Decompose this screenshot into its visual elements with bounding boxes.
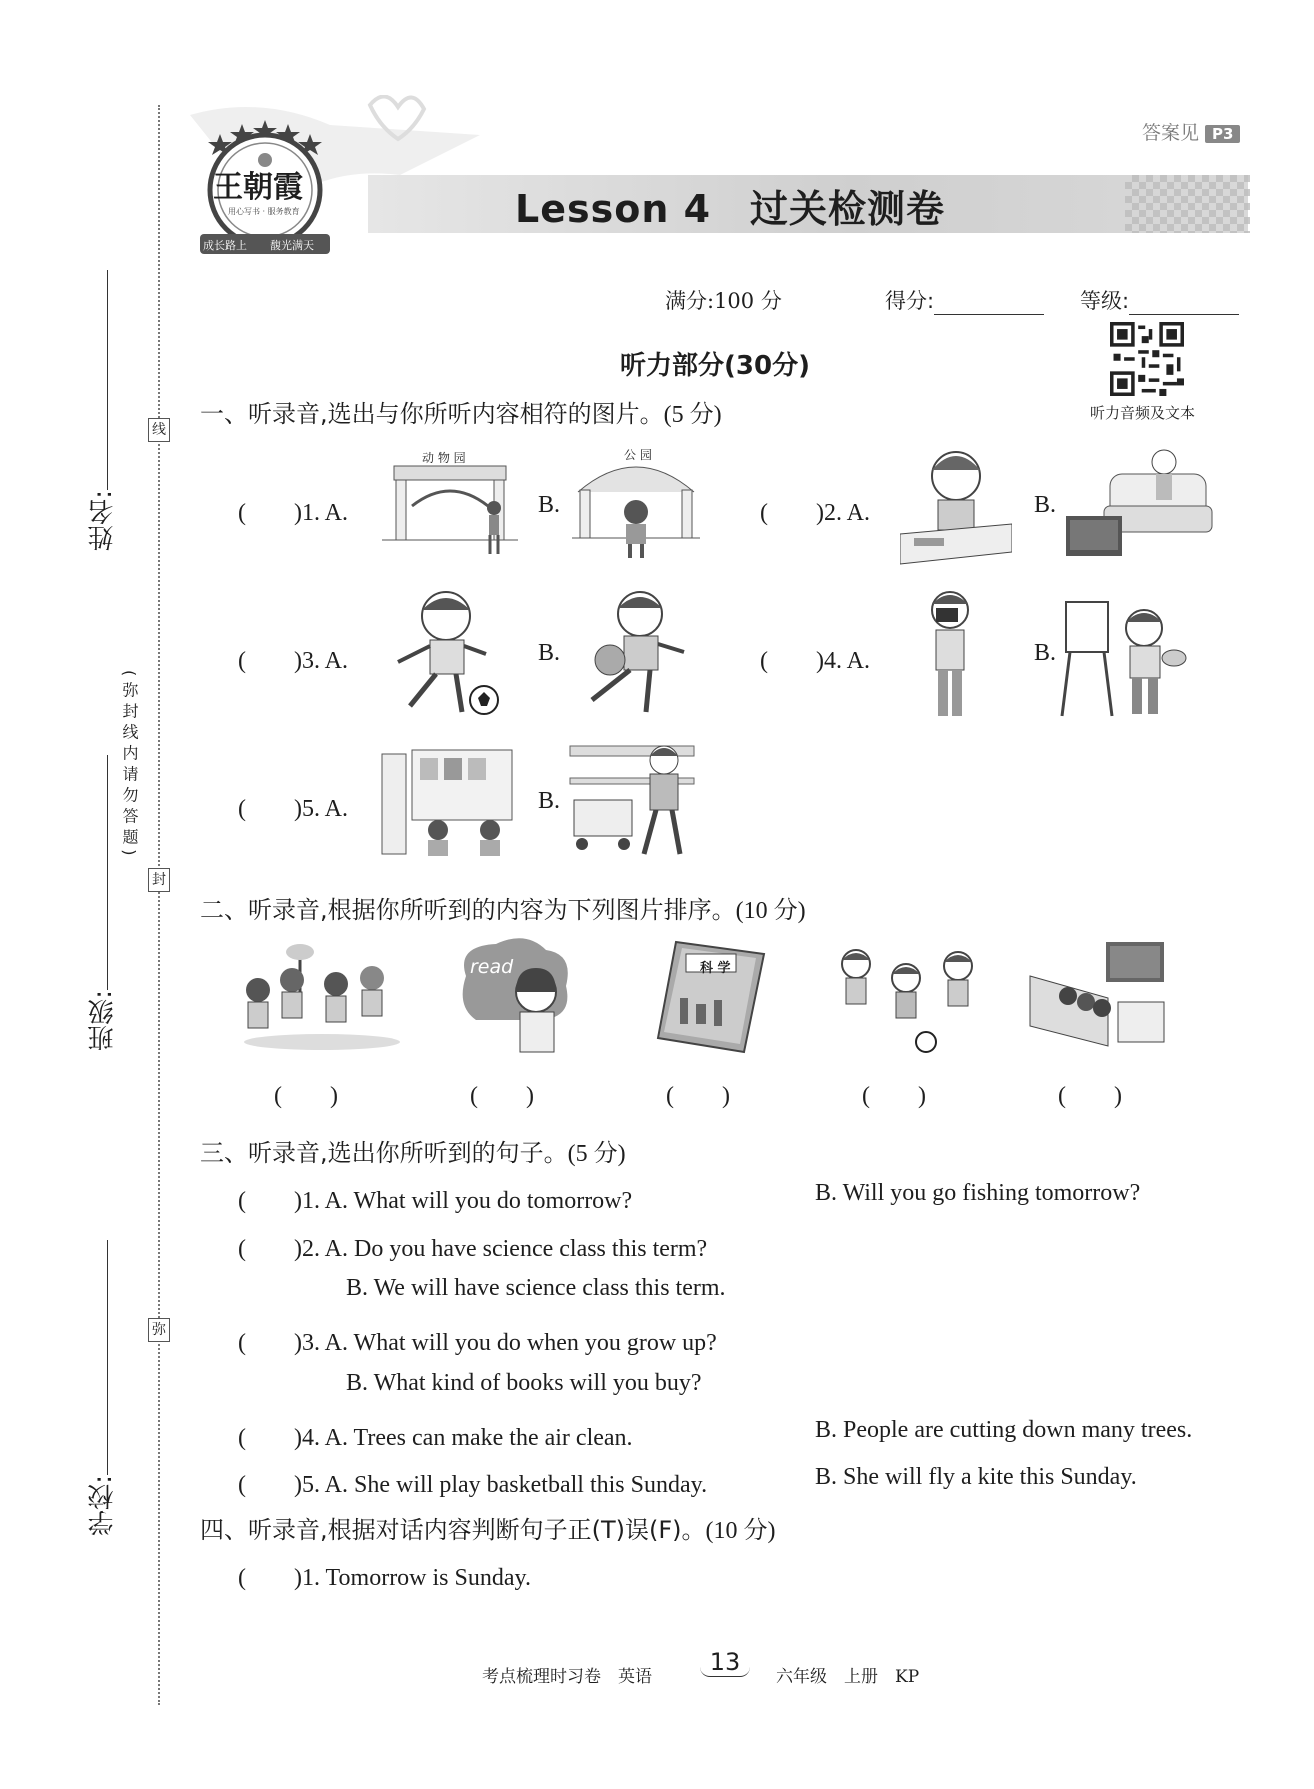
q1-item-5-b: B. — [538, 788, 561, 814]
planting-trees-picture — [236, 938, 408, 1058]
footer-left: 考点梳理时习卷 英语 — [482, 1667, 652, 1687]
margin-box-mi: 弥 — [148, 1318, 170, 1342]
q1-heading-text: 一、听录音,选出与你所听内容相符的图片。 — [200, 400, 664, 428]
class-label: 班级: — [88, 990, 118, 1051]
grade-label: 等级: — [1080, 289, 1130, 313]
book-label: 科 学 — [700, 961, 731, 976]
park-sign: 公 园 — [624, 448, 652, 462]
logo-name: 王朝霞 — [213, 170, 303, 205]
logo-tagline: 用心写书 · 服务教育 — [228, 207, 300, 216]
full-score: 满分:100 分 — [665, 289, 782, 313]
grade-field — [1080, 285, 1239, 315]
girl-watching-tv-picture — [1064, 446, 1214, 562]
q3-heading-text: 三、听录音,选出你所听到的句子。 — [200, 1139, 568, 1167]
q2-heading-text: 二、听录音,根据你所听到的内容为下列图片排序。 — [200, 896, 736, 924]
grade-blank[interactable] — [1129, 294, 1239, 315]
footer-right: 六年级 上册 KP — [776, 1667, 920, 1687]
logo-slogan-right: 馥光满天 — [270, 239, 314, 252]
banner-checker-pattern — [1125, 175, 1250, 233]
q4-heading-text: 四、听录音,根据对话内容判断句子正(T)误(F)。 — [200, 1516, 706, 1544]
boy-drawing-picture — [1060, 592, 1190, 720]
binding-dotted-line — [158, 105, 160, 1705]
margin-box-xian: 线 — [148, 418, 170, 442]
boy-taking-photo-picture — [914, 588, 984, 722]
q4-heading — [200, 1510, 776, 1545]
score-blank[interactable] — [934, 294, 1044, 315]
q1-item-2-label: ( )2. A. — [760, 500, 870, 526]
score-label: 得分: — [885, 289, 935, 313]
school-underline — [107, 1240, 108, 1475]
name-label: 姓名: — [88, 490, 118, 551]
q1-item-1-b: B. — [538, 492, 561, 518]
q3-line-2b: B. We will have science class this term. — [346, 1275, 726, 1301]
q1-item-3-b: B. — [538, 640, 561, 666]
q3-line-2a: ( )2. A. Do you have science class this term? — [238, 1236, 708, 1262]
q4-line-1: ( )1. Tomorrow is Sunday. — [238, 1565, 531, 1591]
q3-line-3a: ( )3. A. What will you do when you grow up? — [238, 1330, 717, 1356]
margin-box-feng: 封 — [148, 868, 170, 892]
boy-playing-basketball-picture — [580, 588, 690, 718]
score-field — [885, 285, 1044, 315]
listening-section-title: 听力部分(30分) — [620, 351, 810, 381]
logo-slogan-left: 成长路上 — [203, 239, 247, 252]
qr-code-icon[interactable] — [1110, 322, 1184, 396]
board-word: read — [470, 956, 514, 978]
q1-item-3-label: ( )3. A. — [238, 648, 348, 674]
q2-score: (10 分) — [735, 898, 806, 924]
boys-playing-football-picture — [830, 942, 982, 1054]
q3-line-1a: ( )1. A. What will you do tomorrow? — [238, 1188, 633, 1214]
answer-reference: 答案见 P3 — [1142, 118, 1240, 145]
q4-score: (10 分) — [705, 1518, 776, 1544]
teacher-board-picture — [456, 936, 578, 1054]
page-number: 13 — [700, 1648, 750, 1677]
q1-score: (5 分) — [663, 402, 722, 428]
q3-score: (5 分) — [567, 1141, 626, 1167]
q3-line-3b: B. What kind of books will you buy? — [346, 1370, 702, 1396]
q2-blank-1[interactable]: ( ) — [274, 1083, 338, 1109]
q3-line-4b: B. People are cutting down many trees. — [815, 1417, 1193, 1443]
seal-line-note: (弥封线内请勿答题) — [120, 670, 139, 861]
zoo-sign: 动 物 园 — [422, 451, 466, 465]
q1-item-5-label: ( )5. A. — [238, 796, 348, 822]
q3-line-4a: ( )4. A. Trees can make the air clean. — [238, 1425, 633, 1451]
class-underline — [107, 755, 108, 990]
q3-line-5b: B. She will fly a kite this Sunday. — [815, 1464, 1137, 1490]
girl-at-desk-picture — [900, 442, 1012, 568]
name-underline — [107, 270, 108, 490]
classroom-picture — [1028, 938, 1168, 1054]
page-title: Lesson 4 过关检测卷 — [515, 187, 946, 231]
q2-blank-4[interactable]: ( ) — [862, 1083, 926, 1109]
q3-line-1b: B. Will you go fishing tomorrow? — [815, 1180, 1141, 1206]
q2-blank-3[interactable]: ( ) — [666, 1083, 730, 1109]
q1-item-4-label: ( )4. A. — [760, 648, 870, 674]
qr-label: 听力音频及文本 — [1090, 404, 1196, 422]
boy-playing-football-picture — [390, 588, 506, 718]
q1-item-2-b: B. — [1034, 492, 1057, 518]
science-book-picture — [656, 938, 766, 1056]
school-label: 学校: — [88, 1475, 118, 1536]
supermarket-picture — [566, 740, 698, 858]
q2-blank-2[interactable]: ( ) — [470, 1083, 534, 1109]
q1-item-4-b: B. — [1034, 640, 1057, 666]
q2-blank-5[interactable]: ( ) — [1058, 1083, 1122, 1109]
bookstore-picture — [378, 746, 518, 858]
q2-heading — [200, 890, 806, 925]
q3-heading — [200, 1133, 626, 1168]
q3-line-5a: ( )5. A. She will play basketball this Sunday. — [238, 1472, 708, 1498]
q1-item-1-label: ( )1. A. — [238, 500, 348, 526]
q1-heading — [200, 394, 722, 429]
